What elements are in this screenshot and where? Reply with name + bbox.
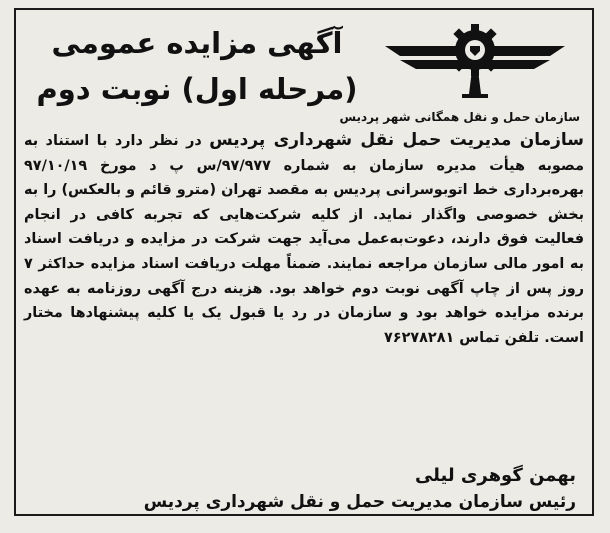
signatory-role: رئیس سازمان مدیریت حمل و نقل شهرداری پردیس	[143, 492, 576, 512]
ad-body-text: در نظر دارد با استناد به مصوبه هیأت مدیره سازمان به شماره ۹۷/۹۷۷/س پ د مورخ ۹۷/۱۰/۱۹ بهره‌برداری خط اتوبوسرانی پردیس به مقصد تهران (مترو قائم و بالعکس) را به بخش خصوصی واگذار نماید. از کلیه شرکت‌هایی که تجربه کافی در انجام فعالیت فوق دارند، دعوت‌به‌عمل می‌آید جهت شرکت در مزایده و دریافت اسناد به امور مالی سازمان مراجعه نمایند. ضمناً مهلت دریافت اسناد مزایده حداکثر ۷ روز پس از چاپ آگهی نوبت دوم خواهد بود. هزینه درج آگهی روزنامه به عهده برنده مزایده خواهد بود و سازمان در رد یا قبول یک یا کلیه پیشنهادها مختار است. تلفن تماس ۷۶۲۷۸۲۸۱	[24, 133, 584, 346]
ad-lead-org: سازمان مدیریت حمل نقل شهرداری پردیس	[209, 130, 585, 150]
gear-wings-logo-icon	[380, 16, 570, 102]
org-name-small: سازمان حمل و نقل همگانی شهر پردیس	[339, 110, 580, 124]
ad-frame	[14, 8, 594, 516]
ad-subtitle: (مرحله اول) نوبت دوم	[36, 72, 358, 106]
ad-body	[24, 128, 584, 350]
signatory-name: بهمن گوهری لیلی	[414, 465, 576, 486]
signature-block	[144, 462, 576, 516]
logo-block	[339, 16, 580, 128]
ad-header	[22, 16, 586, 128]
ad-title: آگهی مزایده عمومی	[51, 26, 343, 60]
ad-titles	[22, 20, 372, 112]
